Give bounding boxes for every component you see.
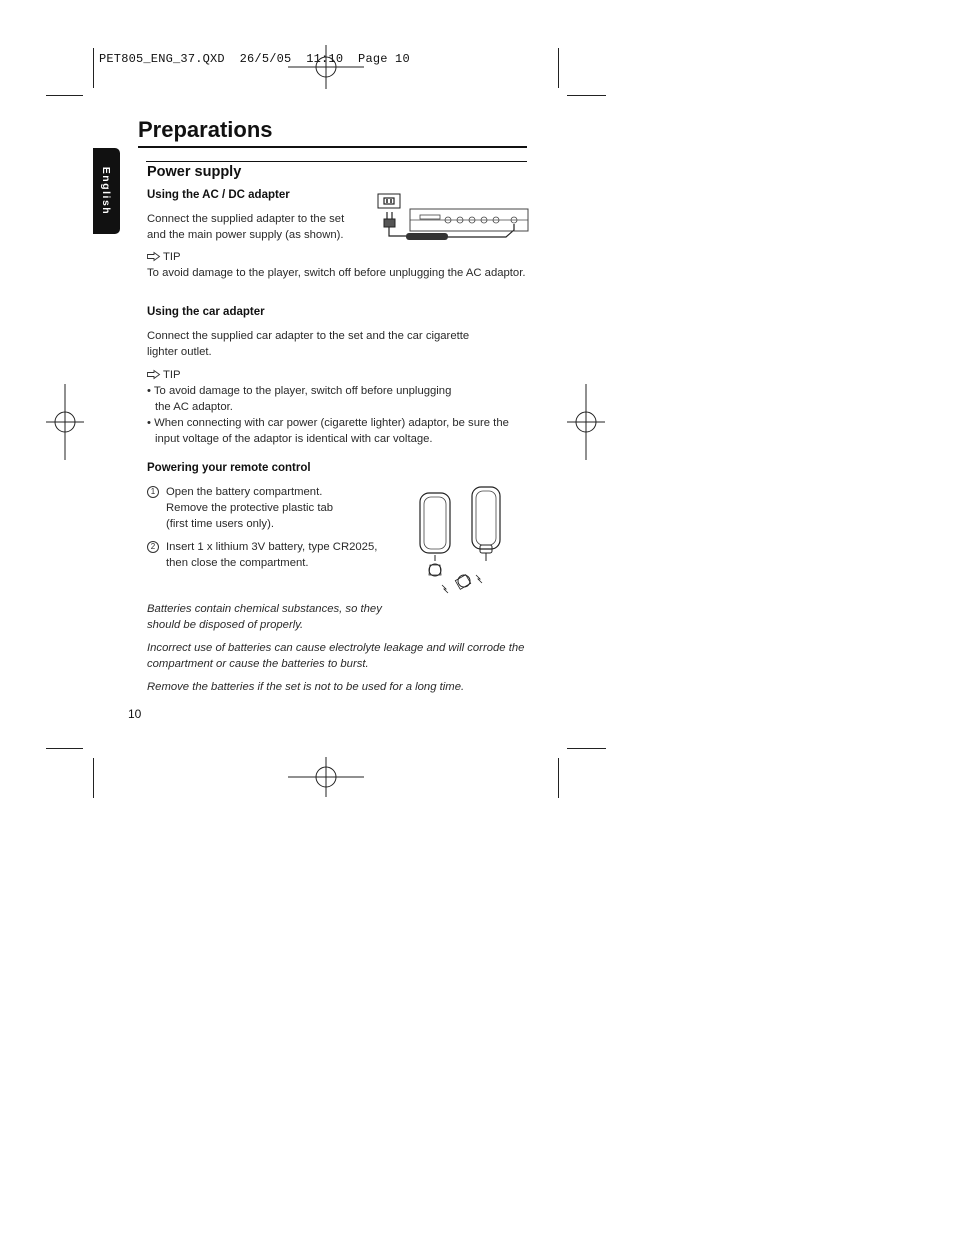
section-heading-power-supply: Power supply [147, 164, 242, 180]
language-tab-label: English [100, 166, 113, 216]
language-tab-label-wrap [93, 148, 120, 234]
subheading-remote: Powering your remote control [147, 462, 311, 474]
car-line-1: Connect the supplied car adapter to the set and the car cigarette [147, 330, 470, 342]
page-number: 10 [128, 707, 142, 721]
subheading-ac-dc: Using the AC / DC adapter [147, 189, 290, 201]
subheading-car-adapter: Using the car adapter [147, 306, 265, 318]
remote-step-2 [147, 539, 377, 571]
battery-note-1-line-1: Batteries contain chemical substances, so they [147, 603, 382, 615]
section-rule [146, 161, 527, 162]
step-number-1: 1 [147, 486, 159, 498]
step-1-line-3: (first time users only). [166, 518, 274, 530]
remote-battery-illustration [414, 485, 510, 597]
car-tip-bullet-2-cont: input voltage of the adaptor is identical with car voltage. [155, 433, 433, 445]
battery-note-2-line-1: Incorrect use of batteries can cause electrolyte leakage and will corrode the [147, 642, 525, 654]
step-2-line-2: then close the compartment. [166, 557, 309, 569]
registration-target-top [288, 45, 364, 90]
print-slug: PET805_ENG_37.QXD 26/5/05 11:10 Page 10 [99, 52, 410, 66]
title-rule [138, 146, 527, 148]
step-2-line-1: Insert 1 x lithium 3V battery, type CR2025, [166, 541, 378, 553]
ac-dc-line-1: Connect the supplied adapter to the set [147, 213, 345, 225]
car-line-2: lighter outlet. [147, 346, 212, 358]
tip-arrow-icon [147, 370, 160, 379]
ac-dc-tip [147, 249, 526, 281]
step-1-line-2: Remove the protective plastic tab [166, 502, 334, 514]
battery-note-2 [147, 640, 524, 672]
car-tip-bullet-1-cont: the AC adaptor. [155, 401, 233, 413]
registration-target-right [567, 384, 607, 460]
ac-dc-line-2: and the main power supply (as shown). [147, 229, 344, 241]
step-number-2: 2 [147, 541, 159, 553]
page-title: Preparations [138, 117, 273, 142]
ac-dc-text [147, 211, 344, 243]
tip-arrow-icon [147, 252, 160, 261]
ac-dc-tip-text: To avoid damage to the player, switch off before unplugging the AC adaptor. [147, 267, 526, 279]
car-tip-bullet-1: • To avoid damage to the player, switch off before unplugging [147, 385, 452, 397]
car-tip-bullet-2: • When connecting with car power (cigarette lighter) adaptor, be sure the [147, 417, 509, 429]
registration-target-bottom [288, 757, 364, 797]
battery-note-1-line-2: should be disposed of properly. [147, 619, 304, 631]
ac-adapter-illustration [376, 192, 528, 246]
battery-note-3: Remove the batteries if the set is not to be used for a long time. [147, 681, 465, 693]
remote-step-1 [147, 484, 333, 532]
battery-note-1 [147, 601, 382, 633]
battery-note-2-line-2: compartment or cause the batteries to burst. [147, 658, 369, 670]
car-tip [147, 367, 509, 447]
step-1-line-1: Open the battery compartment. [166, 486, 323, 498]
tip-label: TIP [162, 251, 181, 263]
tip-label: TIP [162, 369, 181, 381]
car-adapter-text [147, 328, 469, 360]
registration-target-left [46, 384, 86, 460]
